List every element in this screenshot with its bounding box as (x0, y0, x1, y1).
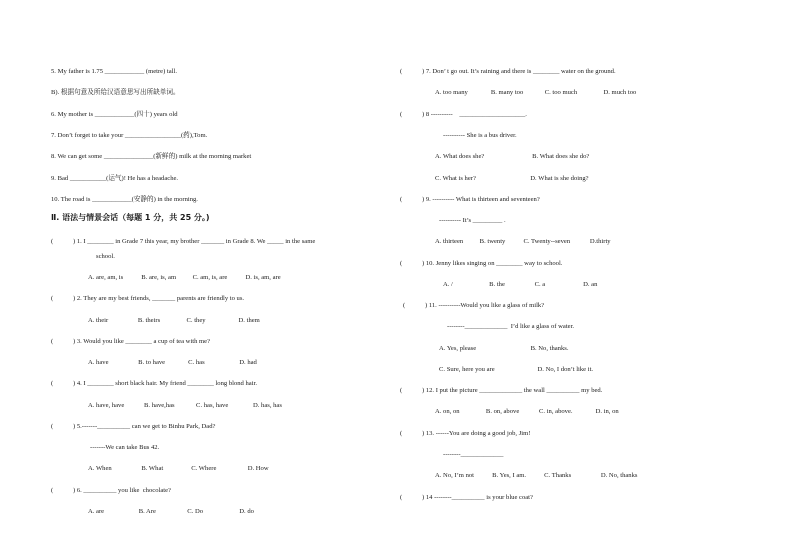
line-q2: ( ) 2. They are my best friends, _______ parents are friendly to us. (51, 295, 245, 302)
line-q5b: -------We can take Bus 42. (90, 444, 160, 451)
line-q13o: A. No, I’m not B. Yes, I am. C. Thanks D. No, thanks (435, 472, 638, 479)
line-q6o: A. are B. Are C. Do D. do (88, 508, 254, 515)
line-q5: ( ) 5.-------__________ can we get to Binhu Park, Dad? (51, 423, 216, 430)
line-q10o: A. / B. the C. a D. an (443, 281, 598, 288)
line-q13: ( ) 13. ------You are doing a good job, Jim! (400, 430, 531, 437)
line-q1o: A. are, am, is B. are, is, am C. am, is, are D. is, am, are (88, 274, 281, 281)
line-q8o1: A. What does she? B. What does she do? (435, 153, 590, 160)
line-q12: ( ) 12. I put the picture _____________ the wall __________ my bed. (400, 387, 603, 394)
line-q4o: A. have, have B. have,has C. has, have D. has, has (88, 402, 282, 409)
line-q2o: A. their B. theirs C. they D. them (88, 317, 260, 324)
line-q7: ( ) 7. Don’ t go out. It’s raining and there is ________ water on the ground. (400, 68, 616, 75)
line-q11: ( ) 11. ----------Would you like a glass of milk? (403, 302, 545, 309)
line-q6: ( ) 6. __________ you like chocolate? (51, 487, 171, 494)
line-q3o: A. have B. to have C. has D. had (88, 359, 257, 366)
line-q9o: A. thirteen B. twenty C. Twenty--seven D.thirty (435, 238, 611, 245)
line-l10: 10. The road is ____________(安静的) in the morning. (51, 196, 198, 203)
line-l5: 5. My father is 1.75 ____________ (metre) tall. (51, 68, 177, 75)
right-column (397, 0, 794, 560)
line-q7o: A. too many B. many too C. too much D. much too (435, 89, 637, 96)
line-q10: ( ) 10. Jenny likes singing on ________ way to school. (400, 260, 563, 267)
line-q5o: A. When B. What C. Where D. How (88, 465, 269, 472)
line-q13b: --------_____________ (443, 451, 504, 458)
line-q1b: school. (96, 253, 115, 260)
line-l6: 6. My mother is ____________(四十) years old (51, 111, 178, 118)
line-lB: B). 根据句意及所给汉语意思写出所缺单词。 (51, 89, 180, 96)
line-l9: 9. Bad ___________(运气)! He has a headache. (51, 175, 179, 182)
line-q3: ( ) 3. Would you like ________ a cup of tea with me? (51, 338, 211, 345)
line-l7: 7. Don’t forget to take your _________________(药),Tom. (51, 132, 208, 139)
line-q8: ( ) 8 ---------- ____________________. (400, 111, 527, 118)
line-q11b: --------_____________ I’d like a glass of water. (447, 323, 575, 330)
line-q8o2: C. What is her? D. What is she doing? (435, 175, 589, 182)
line-q8b: ---------- She is a bus driver. (443, 132, 517, 139)
line-q4: ( ) 4. I ________ short black hair. My friend ________ long blond hair. (51, 380, 258, 387)
line-lII: Ⅱ. 语法与情景会话（每题 1 分，共 25 分。) (51, 213, 210, 222)
line-q12o: A. on, on B. on, above C. in, above. D. in, on (435, 408, 619, 415)
line-q9: ( ) 9. ---------- What is thirteen and seventeen? (400, 196, 540, 203)
line-q14: ( ) 14 --------__________ is your blue coat? (400, 494, 533, 501)
line-q1: ( ) 1. I ________ in Grade 7 this year, my brother _______ in Grade 8. We _____ in the same (51, 238, 316, 245)
line-l8: 8. We can get some _______________(新鲜的) milk at the morning market (51, 153, 252, 160)
line-q11o1: A. Yes, please B. No, thanks. (439, 345, 569, 352)
line-q9b: ---------- It’s _________ . (439, 217, 506, 224)
line-q11o2: C. Sure, here you are D. No, I don’t like it. (439, 366, 594, 373)
